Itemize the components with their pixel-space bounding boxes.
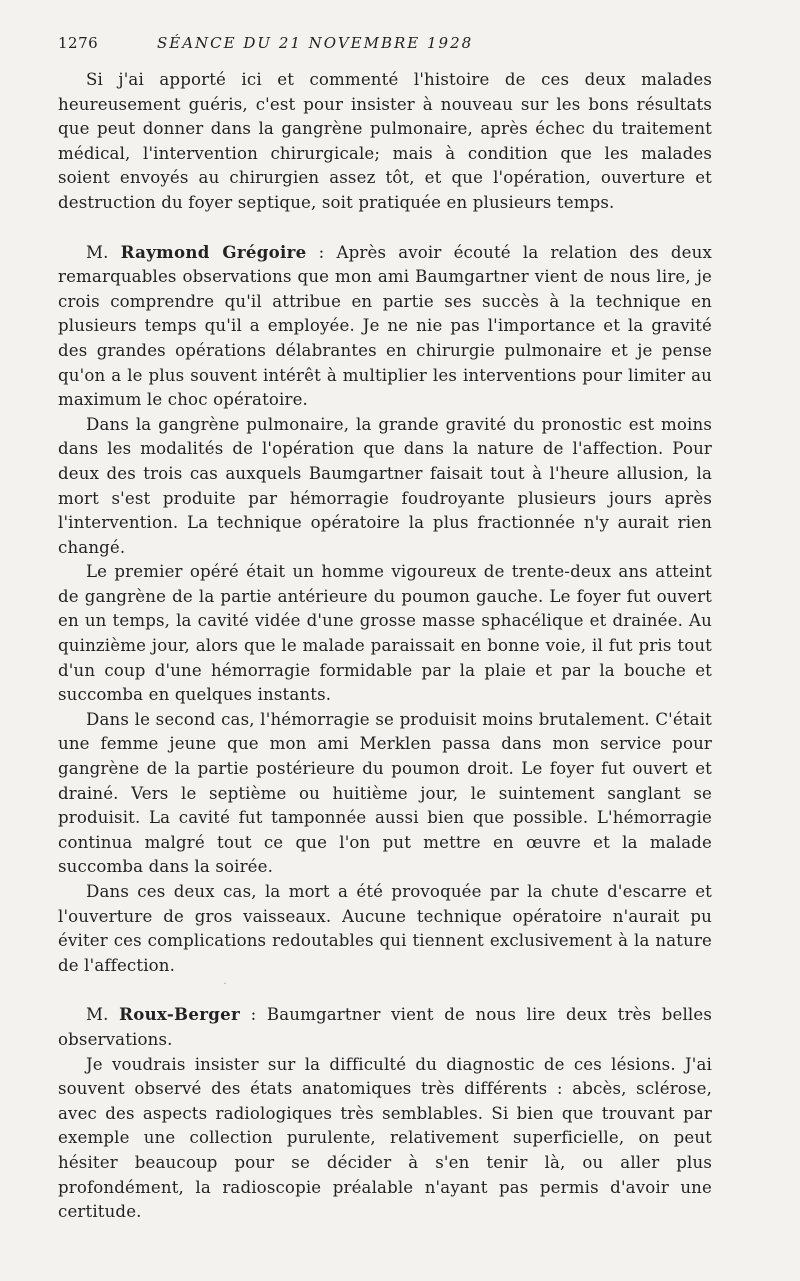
speech-text: : Baumgartner vient de nous lire deux très belles observations. <box>58 1005 712 1049</box>
speaker-name: Raymond Grégoire <box>120 241 307 262</box>
paragraph: Le premier opéré était un homme vigoureux de trente-deux ans atteint de gangrène de la partie antérieure du poumon gauche. Le foyer fut ouvert en un temps, la cavité vidée d'une grosse masse sphacélique et drainée. Au quinzième jour, alors que le malade paraissait en bonne voie, il fut pris tout d'un coup d'une hémorragie formidable par la plaie et par la bouche et succomba en quelques instants. <box>58 562 712 705</box>
running-header <box>58 34 712 52</box>
paragraph: Dans le second cas, l'hémorragie se produisit moins brutalement. C'était une femme jeune que mon ami Merklen passa dans mon service pour gangrène de la partie postérieure du poumon droit. Le foyer fut ouvert et drainé. Vers le septième ou huitième jour, le suintement sanglant se produisit. La cavité fut tamponnée aussi bien que possible. L'hémorragie continua malgré tout ce que l'on put mettre en œuvre et la malade succomba dans la soirée. <box>58 709 712 877</box>
paragraph: Si j'ai apporté ici et commenté l'histoire de ces deux malades heureusement guéris, c'est pour insister à nouveau sur les bons résultats que peut donner dans la gangrène pulmonaire, après échec du traitement médical, l'intervention chirurgicale; mais à condition que les malades soient envoyés au chirurgien assez tôt, et que l'opération, ouverture et destruction du foyer septique, soit pratiquée en plusieurs temps. <box>58 70 712 212</box>
page-number: 1276 <box>58 34 99 52</box>
paragraph: Dans ces deux cas, la mort a été provoquée par la chute d'escarre et l'ouverture de gros vaisseaux. Aucune technique opératoire n'aurait pu éviter ces complications redoutables qui tiennent exclusivement à la nature de l'affection. <box>58 882 712 975</box>
speaker-name: Roux-Berger <box>119 1004 241 1025</box>
header-title: SÉANCE DU 21 NOVEMBRE 1928 <box>157 34 474 52</box>
separator-dot: · <box>223 979 227 991</box>
paragraph-gregoire <box>58 240 712 413</box>
paragraph: Je voudrais insister sur la difficulté du diagnostic de ces lésions. J'ai souvent observé des états anatomiques très différents : abcès, sclérose, avec des aspects radiologiques très semblables. Si bien que trouvant par exemple une collection purulente, relativement superficielle, on peut hésiter beaucoup pour se décider à s'en tenir là, ou aller plus profondément, la radioscopie préalable n'ayant pas permis d'avoir une certitude. <box>58 1054 712 1222</box>
paragraph: Dans la gangrène pulmonaire, la grande gravité du pronostic est moins dans les modalités de l'opération que dans la nature de l'affection. Pour deux des trois cas auxquels Baumgartner faisait tout à l'heure allusion, la mort s'est produite par hémorragie foudroyante plusieurs jours après l'intervention. La technique opératoire la plus fractionnée n'y aurait rien changé. <box>58 414 712 557</box>
paragraph-rouxberger <box>58 1002 712 1052</box>
speech-text: : Après avoir écouté la relation des deux remarquables observations que mon ami Baumgartner vient de nous lire, je crois comprendre qu'il attribue en partie ses succès à la technique en plusieurs temps qu'il a employée. Je ne nie pas l'importance et la gravité des grandes opérations délabrantes en chirurgie pulmonaire et je pense qu'on a le plus souvent intérêt à multiplier les interventions pour limiter au maximum le choc opératoire. <box>58 242 712 410</box>
speaker-prefix: M. <box>86 242 121 262</box>
speaker-prefix: M. <box>86 1005 120 1025</box>
body-text <box>58 68 712 1225</box>
